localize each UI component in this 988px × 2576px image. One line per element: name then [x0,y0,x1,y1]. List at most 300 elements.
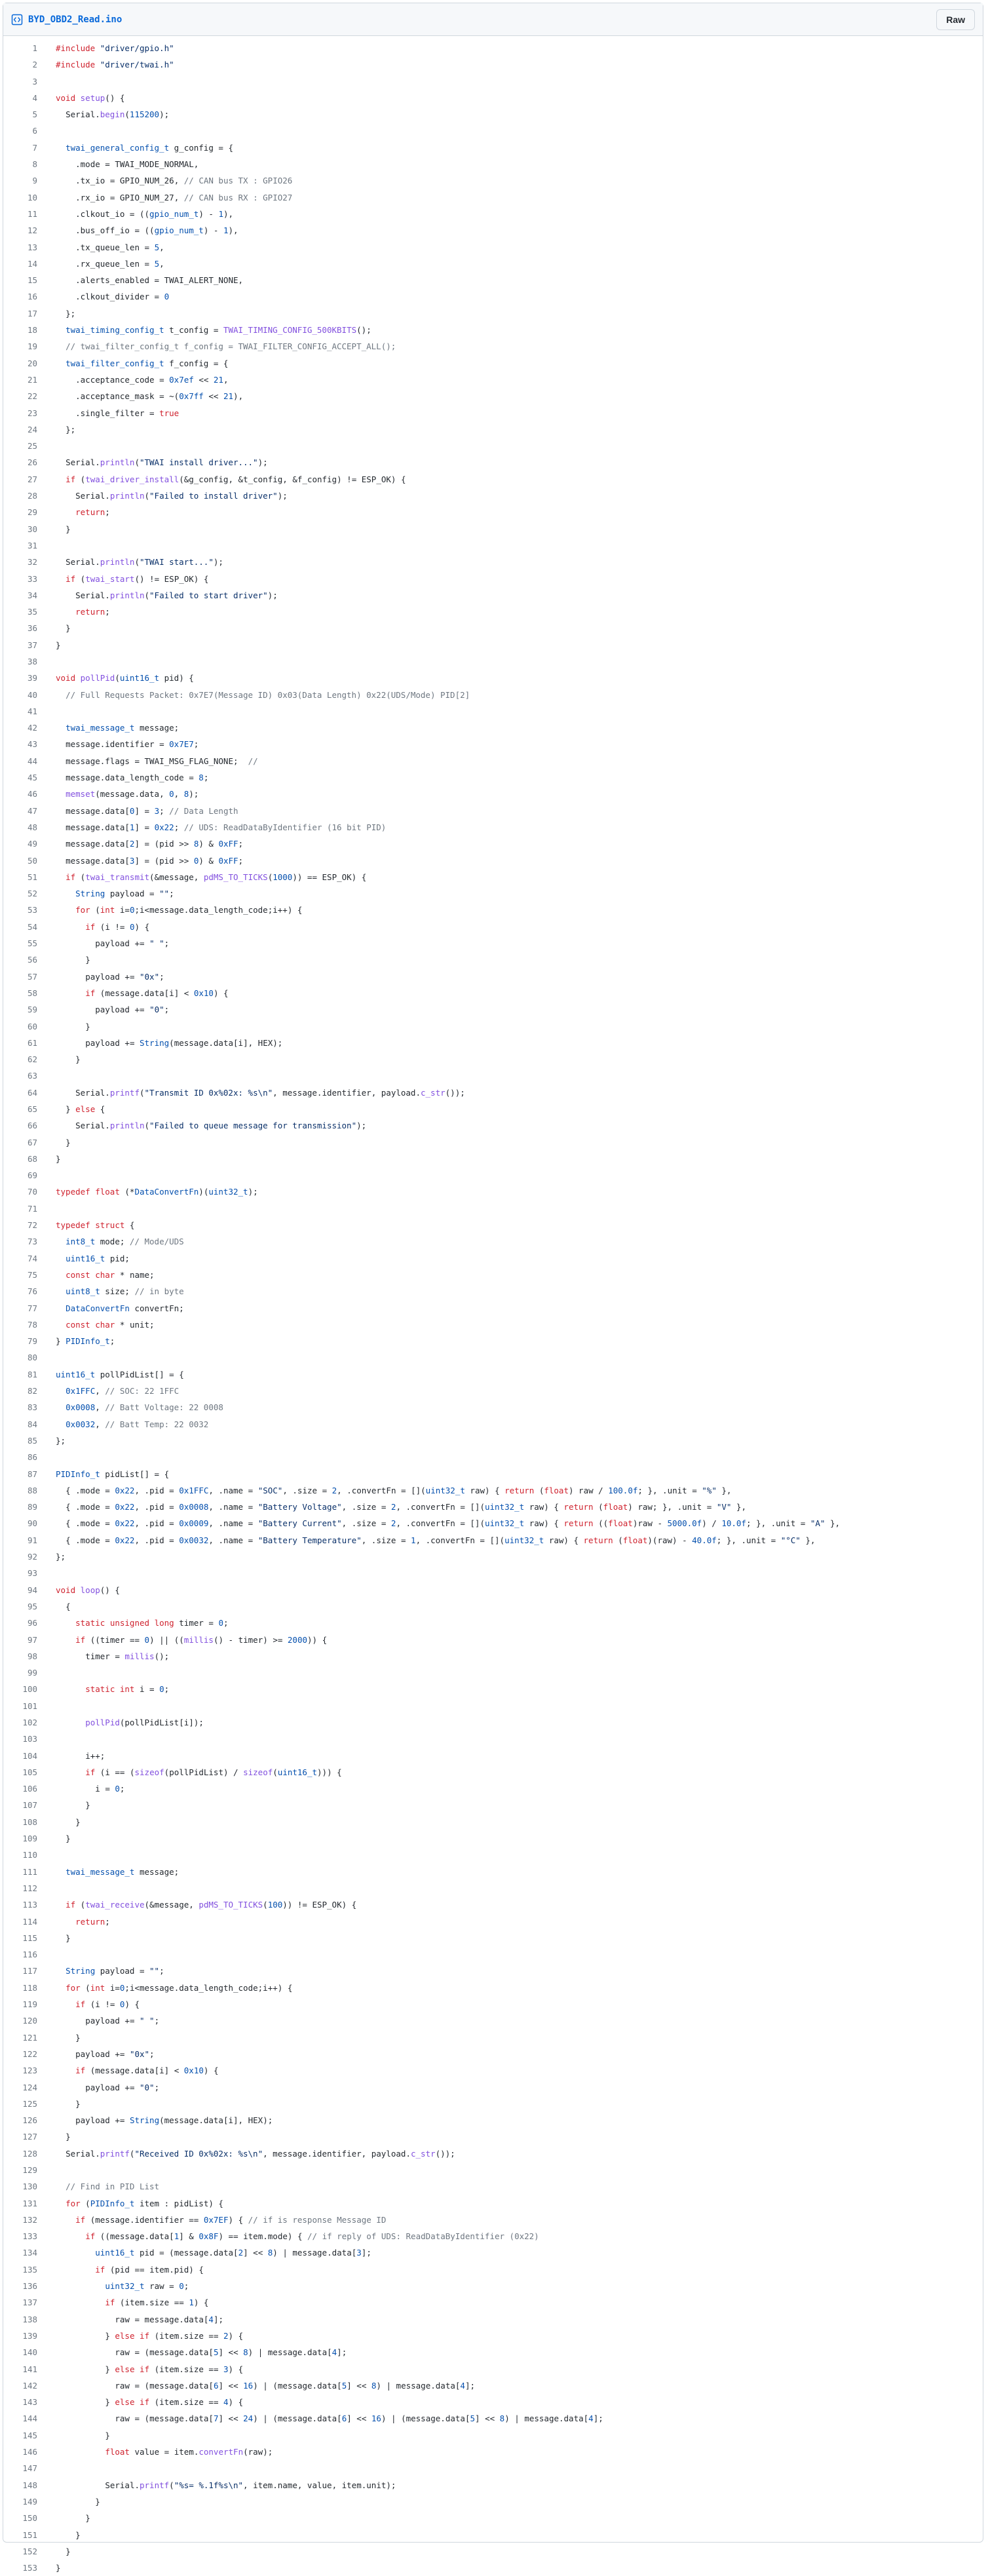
line-code [48,653,840,670]
code-table [3,40,840,2576]
code-line [3,1349,840,1366]
line-code: } else if (item.size == 3) { [105,2364,244,2374]
line-code: } [75,1054,81,1065]
line-number[interactable]: 108 [22,1817,37,1827]
line-number[interactable]: 45 [27,773,37,783]
line-number[interactable]: 41 [27,706,37,716]
line-code: i = 0; [95,1784,125,1794]
line-code: } [75,2032,81,2043]
line-number[interactable]: 75 [27,1269,37,1280]
line-number[interactable]: 9 [32,176,37,186]
code-line [3,2112,840,2128]
line-number[interactable]: 148 [22,2480,37,2490]
line-code: } [75,2098,81,2109]
line-number[interactable]: 134 [22,2248,37,2258]
code-line [3,1913,840,1930]
line-number[interactable]: 2 [32,60,37,70]
line-number[interactable]: 12 [27,225,37,236]
code-line [3,305,840,322]
code-line [3,1432,840,1449]
line-number[interactable]: 105 [22,1767,37,1777]
line-number[interactable]: 149 [22,2496,37,2507]
line-number[interactable]: 72 [27,1220,37,1231]
line-number[interactable]: 51 [27,872,37,882]
line-code: // Full Requests Packet: 0x7E7(Message ID) 0x03(Data Length) 0x22(UDS/Mode) PID[2] [66,689,470,700]
line-number[interactable]: 7 [32,142,37,153]
line-code [48,1167,840,1183]
line-number[interactable]: 28 [27,491,37,501]
line-number[interactable]: 15 [27,275,37,286]
code-line [3,1598,840,1615]
line-number[interactable]: 117 [22,1966,37,1976]
line-number[interactable]: 139 [22,2330,37,2341]
line-number[interactable]: 116 [22,1950,37,1960]
line-number[interactable]: 104 [22,1750,37,1761]
line-number[interactable]: 96 [27,1618,37,1628]
code-line [3,1980,840,1996]
code-line [3,1996,840,2012]
code-line [3,786,840,802]
line-code: payload += " "; [85,2016,160,2026]
line-number[interactable]: 25 [27,441,37,452]
code-line [3,1880,840,1896]
line-number[interactable]: 37 [27,640,37,650]
line-code: if (twai_transmit(&message, pdMS_TO_TICKS(1000)) == ESP_OK) { [66,872,367,882]
code-line [3,2195,840,2212]
line-code: Serial.begin(115200); [66,109,170,120]
line-code: if (twai_receive(&message, pdMS_TO_TICKS(100)) != ESP_OK) { [66,1900,357,1910]
line-code: 0x0008, // Batt Voltage: 22 0008 [66,1402,223,1413]
line-number[interactable]: 140 [22,2347,37,2358]
line-code [48,2162,840,2178]
line-code [48,1664,840,1681]
code-line [3,106,840,123]
line-number[interactable]: 19 [27,341,37,352]
line-code: typedef struct { [56,1220,135,1231]
code-line [3,819,840,836]
line-number[interactable]: 87 [27,1469,37,1479]
line-code: raw = (message.data[5] << 8) | message.data[4]; [115,2347,347,2358]
code-line [3,454,840,471]
line-number[interactable]: 54 [27,921,37,932]
code-line [3,1151,840,1167]
line-number[interactable]: 32 [27,557,37,567]
line-code: }; [56,1552,66,1562]
line-code: for (int i=0;i<message.data_length_code;i++) { [66,1982,293,1993]
line-number[interactable]: 39 [27,673,37,683]
code-line [3,1250,840,1267]
line-code: Serial.println("TWAI start..."); [66,557,223,567]
line-number[interactable]: 124 [22,2082,37,2092]
line-code: const char * unit; [66,1319,155,1330]
line-code: .rx_queue_len = 5, [75,258,164,269]
line-code: .mode = TWAI_MODE_NORMAL, [75,159,199,170]
line-number[interactable]: 3 [32,76,37,87]
code-line [3,2012,840,2029]
line-number[interactable]: 20 [27,358,37,368]
code-line [3,1035,840,1051]
file-name-link[interactable]: BYD_OBD2_Read.ino [28,14,123,25]
line-number[interactable]: 38 [27,656,37,666]
line-number[interactable]: 4 [32,92,37,103]
line-number[interactable]: 65 [27,1104,37,1114]
line-number[interactable]: 62 [27,1054,37,1065]
line-code: Serial.printf("Received ID 0x%02x: %s\n", message.identifier, payload.c_str()); [66,2148,455,2159]
line-number[interactable]: 107 [22,1800,37,1811]
line-number[interactable]: 48 [27,822,37,832]
code-line [3,2444,840,2460]
code-line [3,769,840,786]
line-number[interactable]: 141 [22,2364,37,2374]
line-number[interactable]: 70 [27,1187,37,1197]
line-code: Serial.println("Failed to install driver"); [75,491,288,501]
code-line [3,73,840,90]
line-number[interactable]: 126 [22,2115,37,2126]
line-code: if (i != 0) { [75,1999,140,2010]
line-number[interactable]: 106 [22,1784,37,1794]
line-number[interactable]: 129 [22,2165,37,2175]
line-number[interactable]: 151 [22,2529,37,2540]
code-line [3,736,840,752]
line-code: }; [66,308,76,318]
code-line [3,703,840,720]
line-code: } [95,2496,100,2507]
code-line [3,1748,840,1764]
line-number[interactable]: 1 [32,43,37,53]
line-code [48,73,840,90]
code-line [3,123,840,139]
line-number[interactable]: 50 [27,855,37,866]
line-number[interactable]: 64 [27,1087,37,1098]
line-code: .rx_io = GPIO_NUM_27, // CAN bus RX : GPIO27 [75,192,293,202]
line-number[interactable]: 78 [27,1319,37,1330]
line-number[interactable]: 10 [27,192,37,202]
line-number[interactable]: 60 [27,1021,37,1031]
line-number[interactable]: 49 [27,839,37,849]
line-number[interactable]: 29 [27,507,37,518]
raw-button[interactable]: Raw [936,9,975,30]
line-code: twai_message_t message; [66,1866,180,1877]
line-number[interactable]: 145 [22,2430,37,2440]
line-code: timer = millis(); [85,1651,170,1661]
line-number[interactable]: 46 [27,789,37,799]
code-line [3,1085,840,1101]
line-number[interactable]: 152 [22,2546,37,2556]
line-number[interactable]: 85 [27,1435,37,1446]
line-number[interactable]: 114 [22,1916,37,1927]
code-line [3,1167,840,1183]
line-code: PIDInfo_t pidList[] = { [56,1469,170,1479]
line-number[interactable]: 36 [27,623,37,634]
line-code: i++; [85,1750,105,1761]
line-number[interactable]: 121 [22,2032,37,2043]
line-number[interactable]: 34 [27,590,37,600]
line-number[interactable]: 113 [22,1900,37,1910]
line-code: .tx_io = GPIO_NUM_26, // CAN bus TX : GPIO26 [75,176,293,186]
code-line [3,1051,840,1067]
line-code: uint8_t size; // in byte [66,1286,184,1297]
line-number[interactable]: 33 [27,573,37,584]
line-number[interactable]: 31 [27,540,37,550]
line-number[interactable]: 92 [27,1552,37,1562]
code-line [3,1698,840,1714]
line-number[interactable]: 24 [27,424,37,434]
line-number[interactable]: 80 [27,1353,37,1363]
line-code: .clkout_divider = 0 [75,292,170,302]
line-number[interactable]: 103 [22,1734,37,1744]
line-number[interactable]: 88 [27,1485,37,1495]
line-code: .acceptance_code = 0x7ef << 21, [75,374,229,385]
code-line [3,1615,840,1631]
line-number[interactable]: 44 [27,756,37,766]
code-line [3,2244,840,2261]
code-line [3,1930,840,1946]
line-code: float value = item.convertFn(raw); [105,2447,273,2457]
line-code: } [75,1817,81,1827]
line-number[interactable]: 83 [27,1402,37,1413]
line-number[interactable]: 16 [27,292,37,302]
line-code: message.data_length_code = 8; [66,773,209,783]
code-line [3,322,840,338]
line-number[interactable]: 21 [27,374,37,385]
file-viewer [3,3,983,2573]
line-number[interactable]: 142 [22,2380,37,2391]
line-number[interactable]: 66 [27,1121,37,1131]
line-number[interactable]: 135 [22,2264,37,2275]
line-number[interactable]: 69 [27,1170,37,1181]
line-code: if ((message.data[1] & 0x8F) == item.mode) { // if reply of UDS: ReadDataByIdentifier (0x22) [85,2231,539,2242]
line-number[interactable]: 144 [22,2413,37,2424]
line-number[interactable]: 14 [27,258,37,269]
line-number[interactable]: 115 [22,1932,37,1943]
line-code: } [85,2513,90,2524]
code-line [3,521,840,537]
code-line [3,687,840,703]
line-code: twai_timing_config_t t_config = TWAI_TIMING_CONFIG_500KBITS(); [66,325,371,336]
line-number[interactable]: 17 [27,308,37,318]
code-line [3,1067,840,1084]
code-line [3,653,840,670]
line-number[interactable]: 125 [22,2098,37,2109]
line-number[interactable]: 35 [27,607,37,617]
line-code [48,1698,840,1714]
line-number[interactable]: 27 [27,474,37,484]
line-number[interactable]: 100 [22,1684,37,1695]
code-line [3,1632,840,1648]
line-number[interactable]: 89 [27,1502,37,1512]
line-number[interactable]: 82 [27,1386,37,1396]
code-line [3,2278,840,2294]
code-line [3,1201,840,1217]
line-code: raw = message.data[4]; [115,2314,223,2324]
code-line [3,2029,840,2046]
line-code [48,1847,840,1863]
code-line [3,2410,840,2427]
line-number[interactable]: 8 [32,159,37,170]
line-code: } [66,1834,71,1844]
line-number[interactable]: 5 [32,109,37,120]
line-number[interactable]: 84 [27,1419,37,1429]
line-number[interactable]: 118 [22,1982,37,1993]
line-number[interactable]: 123 [22,2066,37,2076]
line-number[interactable]: 79 [27,1336,37,1347]
line-number[interactable]: 22 [27,391,37,402]
line-code: message.flags = TWAI_MSG_FLAG_NONE; // [66,756,258,766]
line-number[interactable]: 132 [22,2214,37,2225]
code-line [3,1217,840,1233]
code-line [3,1267,840,1283]
line-number[interactable]: 111 [22,1866,37,1877]
line-number[interactable]: 58 [27,988,37,998]
line-number[interactable]: 91 [27,1535,37,1545]
line-code: if (message.data[i] < 0x10) { [75,2066,219,2076]
code-line [3,2261,840,2278]
code-line [3,56,840,73]
line-number[interactable]: 137 [22,2297,37,2308]
code-line [3,1416,840,1432]
code-line [3,2228,840,2244]
code-line [3,1896,840,1913]
line-code: // Find in PID List [66,2182,160,2192]
line-code: { .mode = 0x22, .pid = 0x0032, .name = "Battery Temperature", .size = 1, .convertFn = [](uint32_t raw) { return (float)(raw) - 40.0f; }, .unit = "°C" }, [66,1535,816,1545]
line-code [48,2460,840,2476]
line-number[interactable]: 40 [27,689,37,700]
line-code: } [85,1800,90,1811]
code-line [3,1134,840,1151]
line-code: } [85,1021,90,1031]
line-code: payload += String(message.data[i], HEX); [85,1037,283,1048]
line-number[interactable]: 77 [27,1303,37,1313]
code-line [3,869,840,885]
code-line [3,1582,840,1598]
line-number[interactable]: 130 [22,2182,37,2192]
line-number[interactable]: 6 [32,126,37,136]
line-number[interactable]: 56 [27,955,37,965]
line-number[interactable]: 153 [22,2563,37,2573]
line-number[interactable]: 122 [22,2048,37,2059]
line-number[interactable]: 73 [27,1237,37,1247]
code-line [3,1946,840,1963]
line-number[interactable]: 13 [27,242,37,252]
code-line [3,902,840,918]
line-number[interactable]: 52 [27,889,37,899]
line-number[interactable]: 63 [27,1071,37,1081]
line-code: Serial.printf("%s= %.1f%s\n", item.name, value, item.unit); [105,2480,396,2490]
line-number[interactable]: 53 [27,905,37,915]
line-number[interactable]: 42 [27,723,37,733]
line-number[interactable]: 23 [27,408,37,418]
line-code [48,537,840,554]
file-code-icon [11,14,23,26]
line-number[interactable]: 102 [22,1717,37,1727]
code-line [3,985,840,1001]
line-code: } [66,1137,71,1147]
line-number[interactable]: 61 [27,1037,37,1048]
line-number[interactable]: 74 [27,1253,37,1263]
line-number[interactable]: 95 [27,1601,37,1611]
line-code: }; [66,424,76,434]
line-number[interactable]: 98 [27,1651,37,1661]
line-number[interactable]: 30 [27,524,37,534]
line-number[interactable]: 71 [27,1203,37,1214]
code-line [3,1797,840,1813]
line-number[interactable]: 120 [22,2016,37,2026]
line-code: twai_message_t message; [66,723,180,733]
line-number[interactable]: 81 [27,1369,37,1379]
line-code: if (twai_start() != ESP_OK) { [66,573,209,584]
line-number[interactable]: 146 [22,2447,37,2457]
line-code: payload += "0x"; [75,2048,155,2059]
line-number[interactable]: 26 [27,457,37,468]
line-code: typedef float (*DataConvertFn)(uint32_t); [56,1187,258,1197]
line-number[interactable]: 143 [22,2397,37,2408]
line-number[interactable]: 136 [22,2281,37,2292]
line-code: } PIDInfo_t; [56,1336,115,1347]
line-number[interactable]: 11 [27,208,37,219]
line-number[interactable]: 138 [22,2314,37,2324]
code-line [3,1814,840,1830]
line-code: } [66,524,71,534]
line-number[interactable]: 127 [22,2132,37,2142]
line-number[interactable]: 47 [27,805,37,816]
code-line [3,438,840,454]
line-number[interactable]: 68 [27,1153,37,1164]
code-line [3,836,840,852]
line-code: } [66,2132,71,2142]
line-number[interactable]: 133 [22,2231,37,2242]
line-number[interactable]: 94 [27,1585,37,1595]
code-line [3,969,840,985]
code-line [3,504,840,520]
line-number[interactable]: 131 [22,2198,37,2208]
line-number[interactable]: 128 [22,2148,37,2159]
code-line [3,2079,840,2096]
line-number[interactable]: 43 [27,739,37,750]
code-line [3,1366,840,1383]
code-line [3,372,840,388]
line-number[interactable]: 90 [27,1518,37,1529]
code-line [3,2328,840,2344]
code-line [3,140,840,156]
line-number[interactable]: 55 [27,938,37,949]
line-number[interactable]: 110 [22,1850,37,1860]
code-line [3,471,840,488]
code-line [3,288,840,305]
line-number[interactable]: 67 [27,1137,37,1147]
code-line [3,935,840,952]
line-number[interactable]: 147 [22,2463,37,2474]
line-number[interactable]: 93 [27,1568,37,1579]
line-number[interactable]: 97 [27,1634,37,1645]
line-number[interactable]: 76 [27,1286,37,1297]
line-number[interactable]: 59 [27,1005,37,1015]
line-number[interactable]: 109 [22,1834,37,1844]
line-number[interactable]: 112 [22,1883,37,1893]
line-number[interactable]: 57 [27,971,37,982]
line-number[interactable]: 18 [27,325,37,336]
line-number[interactable]: 86 [27,1452,37,1463]
line-code [48,1880,840,1896]
line-number[interactable]: 101 [22,1701,37,1711]
code-line [3,1101,840,1117]
line-number[interactable]: 150 [22,2513,37,2524]
code-line [3,1847,840,1863]
code-line [3,1648,840,1664]
line-number[interactable]: 119 [22,1999,37,2010]
line-number[interactable]: 99 [27,1668,37,1678]
line-code: .clkout_io = ((gpio_num_t) - 1), [75,208,234,219]
code-line [3,1466,840,1482]
